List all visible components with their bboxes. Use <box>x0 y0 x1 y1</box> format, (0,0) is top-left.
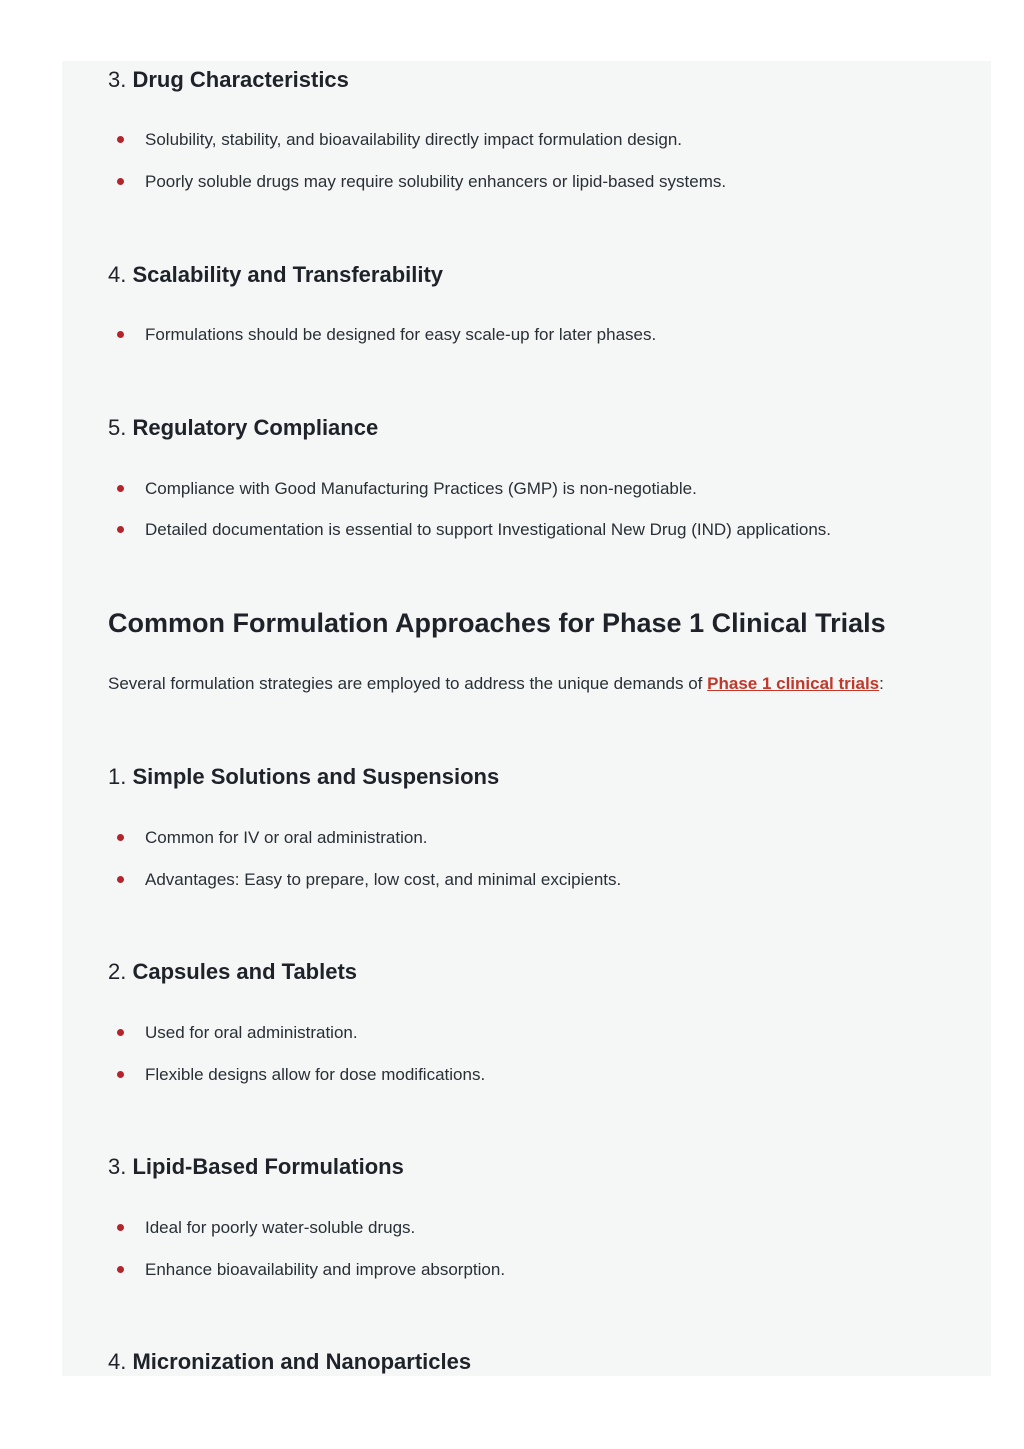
section-heading-drug-characteristics <box>108 63 349 97</box>
approach-heading-capsules <box>108 955 357 989</box>
approach-title: Lipid-Based Formulations <box>132 1154 404 1179</box>
approach-title: Micronization and Nanoparticles <box>132 1349 472 1374</box>
approach-heading-solutions <box>108 760 499 794</box>
list-item: Flexible designs allow for dose modifications. <box>145 1062 485 1088</box>
section-heading-scalability <box>108 258 443 292</box>
phase1-clinical-trials-link[interactable]: Phase 1 clinical trials <box>707 674 880 693</box>
section-number: 5. <box>108 415 127 440</box>
approach-title: Capsules and Tablets <box>132 959 358 984</box>
article-content <box>62 61 991 1376</box>
list-item: Detailed documentation is essential to support Investigational New Drug (IND) applications. <box>145 517 831 543</box>
section-title: Drug Characteristics <box>132 67 349 92</box>
approach-title: Simple Solutions and Suspensions <box>132 764 500 789</box>
approaches-heading: Common Formulation Approaches for Phase 1 Clinical Trials <box>108 608 886 638</box>
approach-number: 3. <box>108 1154 127 1179</box>
list-item: Ideal for poorly water-soluble drugs. <box>145 1215 415 1241</box>
list-item: Common for IV or oral administration. <box>145 825 428 851</box>
section-heading-regulatory-compliance <box>108 411 378 445</box>
approach-heading-lipid <box>108 1150 404 1184</box>
approach-number: 1. <box>108 764 127 789</box>
approach-heading-micronization <box>108 1345 471 1376</box>
intro-end: : <box>879 674 884 693</box>
list-item: Formulations should be designed for easy scale-up for later phases. <box>145 322 656 348</box>
section-number: 4. <box>108 262 127 287</box>
section-title: Scalability and Transferability <box>132 262 444 287</box>
list-item: Solubility, stability, and bioavailability directly impact formulation design. <box>145 127 682 153</box>
list-item: Advantages: Easy to prepare, low cost, and minimal excipients. <box>145 867 621 893</box>
list-item: Enhance bioavailability and improve absorption. <box>145 1257 505 1283</box>
list-item: Poorly soluble drugs may require solubility enhancers or lipid-based systems. <box>145 169 726 195</box>
approaches-intro <box>108 671 884 697</box>
list-item: Compliance with Good Manufacturing Practices (GMP) is non-negotiable. <box>145 476 697 502</box>
section-number: 3. <box>108 67 127 92</box>
approach-number: 4. <box>108 1349 127 1374</box>
list-item: Used for oral administration. <box>145 1020 358 1046</box>
approach-number: 2. <box>108 959 127 984</box>
section-title: Regulatory Compliance <box>132 415 379 440</box>
intro-text: Several formulation strategies are employed to address the unique demands of <box>108 674 708 693</box>
